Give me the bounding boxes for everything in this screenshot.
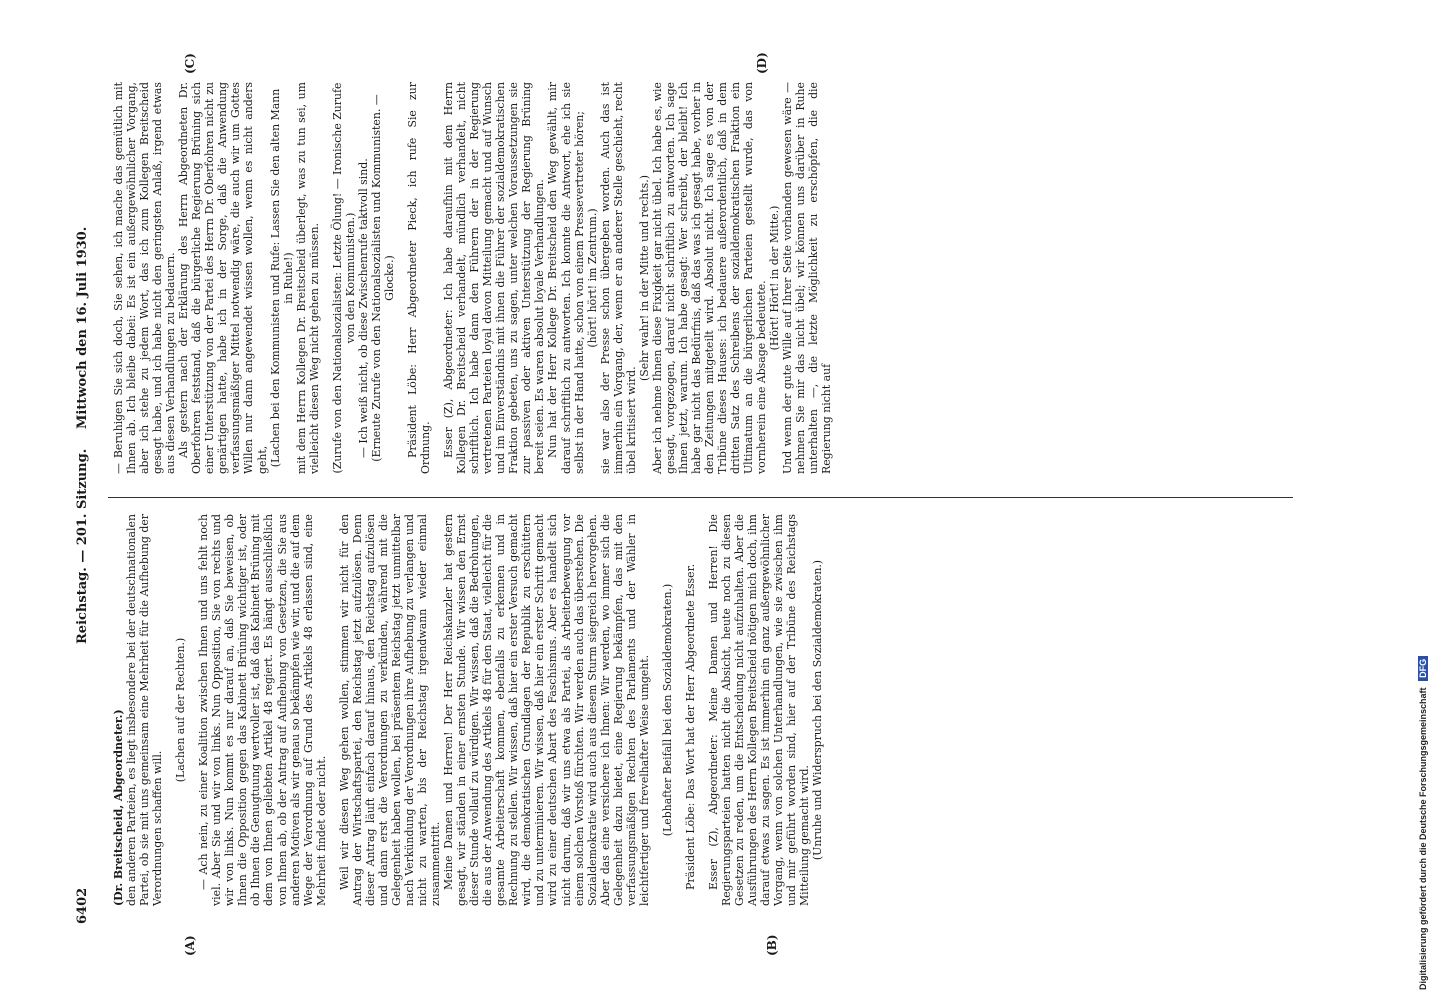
paragraph: — Ach nein, zu einer Koalition zwischen Ihnen und uns fehlt noch viel. Aber Sie und wir von links. Nun Opposition, Sie von rechts und wir von links. Nun kommt es nur darauf an, daß Sie beweisen, ob Ihnen die Opposition gegen das Kabinett Brüning wichtiger ist, oder ob Ihnen die Genugtuung wertvoller ist, daß das Kabinett Brüning mit dem von Ihnen geliebten Artikel 48 regiert. Es hängt ausschließlich von Ihnen ab, ob der Antrag auf Aufhebung von Gesetzen, die Sie aus anderen Motiven als wir genau so bekämpfen wie wir, und die auf dem Wege der Verordnung auf Grund des Artikels 48 erlassen sind, eine Mehrheit findet oder nicht. — [197, 514, 328, 906]
paragraph: Aber ich nehme Ihnen diese Fixigkeit gar nicht übel. Ich habe es, wie gesagt, vorgezogen, darauf nicht schriftlich zu antworten. Ich sage Ihnen jetzt, warum. Ich habe gesagt: Wer schreibt, der bleibt! Ich habe gar nicht das Bedürfnis, daß das was ich gesagt habe, vorher in den Zeitungen mitgeteilt wird. Absolut nicht. Ich sage es von der Tribüne dieses Hauses: ich bedauere außerordentlich, daß in dem dritten Satz des Schreibens der sozialdemokratischen Fraktion ein Ultimatum an die bürgerlichen Parteien gestellt wurde, das von vornherein eine Absage bedeutete. — [650, 82, 769, 474]
paragraph: Esser (Z), Abgeordneter: Ich habe daraufhin mit dem Herrn Kollegen Dr. Breitscheid verhandelt, mündlich verhandelt, nicht schriftlich. Ich habe dann den Führern der in der Regierung vertretenen Parteien loyal davon Mitteilung gemacht und auf Wunsch und im Einverständnis mit ihnen die Führer der sozialdemokratischen Fraktion gebeten, uns zu sagen, unter welchen Voraussetzungen sie zur passiven oder aktiven Unterstützung der Regierung Brüning bereit seien. Es waren absolut loyale Verhandlungen. — [442, 82, 547, 474]
dfg-badge: DFG — [1418, 656, 1428, 681]
paragraph: Nun hat der Herr Kollege Dr. Breitscheid den Weg gewählt, mir darauf schriftlich zu antworten. Ich konnte die Antwort, ehe ich sie selbst in der Hand hatte, schon von einem Pressevertreter hören; — [546, 82, 586, 474]
paragraph: sie war also der Presse schon übergeben worden. Auch das ist immerhin ein Vorgang, der, wenn er an anderer Stelle geschieht, recht übel kritisiert wird. — [598, 82, 638, 474]
credit-text — [1418, 10, 1428, 990]
credit-label: Digitalisierung gefördert durch die Deutsche Forschungsgemeinschaft — [1418, 687, 1428, 990]
paragraph: mit dem Herrn Kollegen Dr. Breitscheid überlegt, was zu tun sei, um vielleicht diesen Weg nicht gehen zu müssen. — [294, 82, 321, 474]
digitization-credit — [1418, 10, 1432, 990]
margin-mark-d: (D) — [755, 52, 769, 74]
interjection: (Unruhe und Widerspruch bei den Sozialdemokraten.) — [811, 559, 825, 861]
paragraph: Esser (Z), Abgeordneter: Meine Damen und Herren! Die Regierungsparteien hatten nicht die Absicht, heute noch zu diesen Gesetzen zu reden, um die Entscheidung nicht aufzuhalten. Aber die Ausführungen des Herrn Kollegen Breitscheid nötigen mich doch, ihm darauf etwas zu sagen. Es ist immerhin ein ganz außergewöhnlicher Vorgang, wenn von solchen Unterhandlungen, wie sie zwischen ihm und mir geführt worden sind, hier auf der Tribüne des Reichstags Mitteilung gemacht wird. — [706, 514, 812, 906]
page-header — [76, 66, 96, 934]
interjection: (Lachen auf der Rechten.) — [174, 637, 188, 783]
interjection: (Hört! Hört! in der Mitte.) — [768, 205, 782, 351]
session-title: Reichstag. — 201. Sitzung. — [75, 448, 90, 644]
paragraph: Meine Damen und Herren! Der Herr Reichskanzler hat gestern gesagt, wir ständen in einer ernsten Stunde. Wir wissen den Ernst dieser Stunde vollauf zu würdigen. Wir wissen, daß die Bedrohungen, die aus der Anwendung des Artikels 48 für den Staat, vielleicht für die gesamte Arbeiterschaft kommen, ebenfalls zu erkennen und in Rechnung zu stellen. Wir wissen, daß hier ein erster Versuch gemacht wird, die demokratischen Grundlagen der Republik zu erschüttern und zu unterminieren. Wir wissen, daß hier ein erster Schritt gemacht wird zu einer deutschen Abart des Faschismus. Aber es handelt sich nicht darum, daß wir uns etwa als Partei, als Arbeiterbewegung vor einem solchen Vorstoß fürchten. Wir werden auch das überstehen. Die Sozialdemokratie wird auch aus diesem Sturm siegreich hervorgehen. Aber das eine versichere ich Ihnen: Wir werden, wo immer sich die Gelegenheit dazu bietet, eine Regierung bekämpfen, das mit den verfassungsmäßigen Rechten des Parlaments und der Wähler in leichtfertiger und frevelhafter Weise umgeht. — [442, 514, 651, 906]
presidium-line: Präsident Löbe: Das Wort hat der Herr Abgeordnete Esser. — [683, 563, 697, 890]
margin-mark-b: (B) — [765, 934, 779, 956]
interjection: (Lebhafter Beifall bei den Sozialdemokraten.) — [660, 583, 674, 837]
interjection: (hört! hört! im Zentrum.) — [585, 208, 599, 348]
session-date: Mittwoch den 16. Juli 1930. — [75, 226, 90, 429]
paragraph: Weil wir diesen Weg gehen wollen, stimmen wir nicht für den Antrag der Wirtschaftspartei, den Reichstag jetzt aufzulösen. Denn dieser Antrag läuft einfach darauf hinaus, den Reichstag aufzulösen und dann erst die Verordnungen zu verkünden, während mit die Gelegenheit haben wollen, bei präsentem Reichstag jetzt unmittelbar nach Verkündung der Verordnungen ihre Aufhebung zu verlangen und nicht zu warten, bis der Reichstag irgendwann wieder einmal zusammentritt. — [337, 514, 443, 906]
interjection: (Erneute Zurufe von den Nationalsozialisten und Kommunisten. — Glocke.) — [369, 94, 396, 462]
paragraph: — Ich weiß nicht, ob diese Zwischenrufe taktvoll sind. — [356, 158, 370, 458]
paragraph: Und wenn der gute Wille auf Ihrer Seite vorhanden gewesen wäre — nehmen Sie mir das nicht übel; wir können uns darüber in Ruhe unterhalten —, die letzte Möglichkeit zu erschöpfen, die die Regierung nicht auf — [781, 82, 834, 474]
margin-mark-a: (A) — [183, 935, 197, 956]
left-column — [112, 514, 824, 906]
paragraph: — Beruhigen Sie sich doch, Sie sehen, ich mache das gemütlich mit Ihnen ab. Ich bleibe dabei: Es ist ein außergewöhnlicher Vorgang, aber ich stehe zu jedem Wort, das ich zum Kollegen Breitscheid gesagt habe, und ich habe nicht den geringsten Anlaß, irgend etwas aus diesen Verhandlungen zu bedauern. — [112, 82, 178, 474]
paragraph: den anderen Parteien, es liegt insbesondere bei der deutschnationalen Partei, ob sie mit uns gemeinsam eine Mehrheit für die Aufhebung der Verordnungen schaffen will. — [125, 514, 165, 906]
presidium-line: Präsident Löbe: Herr Abgeordneter Pieck, ich rufe Sie zur Ordnung. — [405, 82, 433, 474]
interjection: (Sehr wahr! in der Mitte und rechts.) — [637, 175, 651, 381]
column-divider — [108, 497, 1293, 498]
speaker-line: (Dr. Breitscheid, Abgeordneter.) — [112, 709, 125, 906]
paragraph: Als gestern nach der Erklärung des Herrn Abgeordneten Dr. Oberfohren feststand, daß die bürgerliche Regierung Brüning sich einer Unterstützung von der Partei des Herrn Dr. Oberfohren nicht zu genärtigen hatte, habe ich in der Sorge, daß die Anwendung verfassungsmäßiger Mittel notwendig wäre, die auch wir um Gottes Willen nur dann angewendet wissen wollen, wenn es nicht anders geht, — [177, 82, 269, 474]
rotated-sheet — [66, 52, 1306, 956]
interjection: (Zurufe von den Nationalsozialisten: Letzte Ölung! — Ironische Zurufe von den Kommunisten.) — [330, 82, 357, 474]
page-number: 6402 — [75, 887, 90, 924]
interjection: (Lachen bei den Kommunisten und Rufe: Lassen Sie den alten Mann in Ruhe!) — [268, 88, 295, 468]
margin-mark-c: (C) — [183, 53, 197, 74]
right-column — [112, 82, 833, 474]
